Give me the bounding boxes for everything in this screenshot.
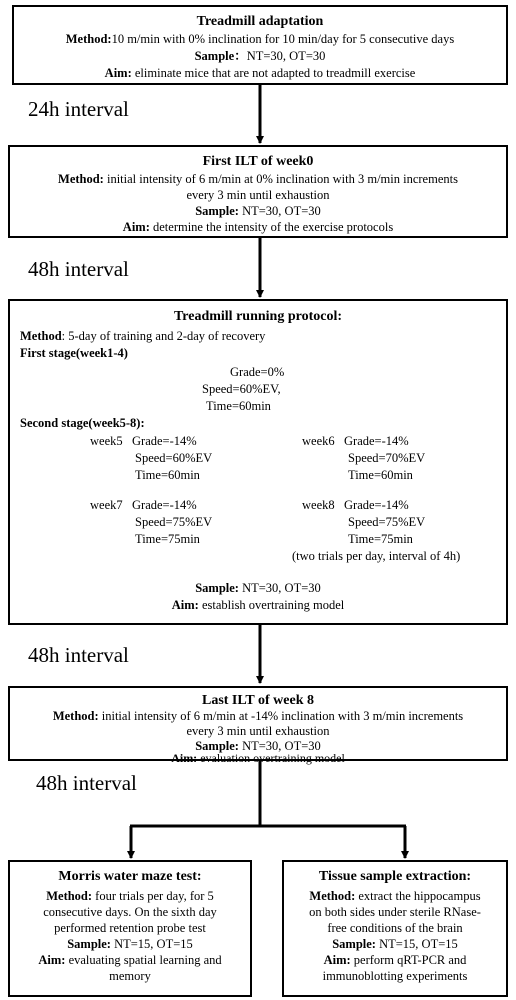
adaptation-aim: Aim: eliminate mice that are not adapted to treadmill exercise — [104, 66, 416, 80]
last-ilt-title: Last ILT of week 8 — [201, 693, 315, 708]
tissue-sample: Sample: NT=15, OT=15 — [332, 937, 458, 951]
protocol-sample: Sample: NT=30, OT=30 — [195, 581, 321, 595]
adaptation-sample: Sample：NT=30, OT=30 — [194, 49, 326, 63]
last-ilt-sample: Sample: NT=30, OT=30 — [195, 739, 321, 753]
second-stage-label: Second stage(week5-8): — [20, 416, 145, 430]
interval-label-1: 24h interval — [28, 97, 129, 121]
morris-aim-cont: memory — [109, 969, 151, 983]
protocol-title: Treadmill running protocol: — [173, 309, 342, 324]
tissue-method-cont-2: free conditions of the brain — [327, 921, 463, 935]
week8-grade: Grade=-14% — [344, 498, 409, 512]
adaptation-method: Method:10 m/min with 0% inclination for 10 min/day for 5 consecutive days — [65, 32, 455, 46]
tissue-title: Tissue sample extraction: — [318, 869, 472, 884]
last-ilt-method-cont: every 3 min until exhaustion — [186, 724, 330, 738]
morris-box — [8, 860, 252, 997]
last-ilt-aim: Aim: evaluation overtraining model — [171, 751, 345, 765]
protocol-aim: Aim: establish overtraining model — [171, 598, 345, 612]
week5-label: week5 — [90, 434, 123, 448]
adaptation-title: Treadmill adaptation — [196, 14, 324, 29]
interval-label-4: 48h interval — [36, 771, 137, 795]
morris-method-cont-2: performed retention probe test — [54, 921, 206, 935]
morris-aim: Aim: evaluating spatial learning and — [38, 953, 222, 967]
tissue-method: Method: extract the hippocampus — [309, 889, 481, 903]
last-ilt-box — [8, 686, 508, 765]
first-ilt-sample: Sample: NT=30, OT=30 — [195, 204, 321, 218]
week7-label: week7 — [90, 498, 123, 512]
first-ilt-method-cont: every 3 min until exhaustion — [186, 188, 330, 202]
protocol-box — [8, 299, 508, 625]
tissue-method-cont-1: on both sides under sterile RNase- — [309, 905, 481, 919]
week8-speed: Speed=75%EV — [348, 515, 426, 529]
interval-label-2: 48h interval — [28, 257, 129, 281]
week5-speed: Speed=60%EV — [135, 451, 213, 465]
morris-title: Morris water maze test: — [58, 869, 202, 884]
first-ilt-title: First ILT of week0 — [202, 154, 314, 169]
morris-method: Method: four trials per day, for 5 — [46, 889, 214, 903]
morris-method-cont-1: consecutive days. On the sixth day — [43, 905, 217, 919]
tissue-box — [282, 860, 508, 997]
tissue-aim-cont: immunoblotting experiments — [322, 969, 468, 983]
protocol-method: Method: 5-day of training and 2-day of recovery — [20, 329, 266, 343]
week5-time: Time=60min — [135, 468, 200, 482]
week7-time: Time=75min — [135, 532, 200, 546]
interval-label-3: 48h interval — [28, 643, 129, 667]
adaptation-box — [12, 5, 508, 85]
week6-label: week6 — [302, 434, 335, 448]
first-ilt-aim: Aim: determine the intensity of the exercise protocols — [122, 220, 394, 234]
first-stage-grade: Grade=0% — [230, 365, 285, 379]
week6-time: Time=60min — [348, 468, 413, 482]
week5-grade: Grade=-14% — [132, 434, 197, 448]
week7-grade: Grade=-14% — [132, 498, 197, 512]
week8-label: week8 — [302, 498, 335, 512]
morris-sample: Sample: NT=15, OT=15 — [67, 937, 193, 951]
tissue-aim: Aim: perform qRT-PCR and — [323, 953, 467, 967]
first-stage-speed: Speed=60%EV, — [202, 382, 281, 396]
week7-speed: Speed=75%EV — [135, 515, 213, 529]
first-stage-time: Time=60min — [206, 399, 271, 413]
first-stage-label: First stage(week1-4) — [20, 346, 128, 360]
week8-note: (two trials per day, interval of 4h) — [292, 549, 461, 563]
week6-speed: Speed=70%EV — [348, 451, 426, 465]
first-ilt-box — [8, 145, 508, 238]
last-ilt-method: Method: initial intensity of 6 m/min at -14% inclination with 3 m/min increments — [52, 709, 464, 723]
week6-grade: Grade=-14% — [344, 434, 409, 448]
first-ilt-method: Method: initial intensity of 6 m/min at 0% inclination with 3 m/min increments — [58, 172, 458, 186]
week8-time: Time=75min — [348, 532, 413, 546]
